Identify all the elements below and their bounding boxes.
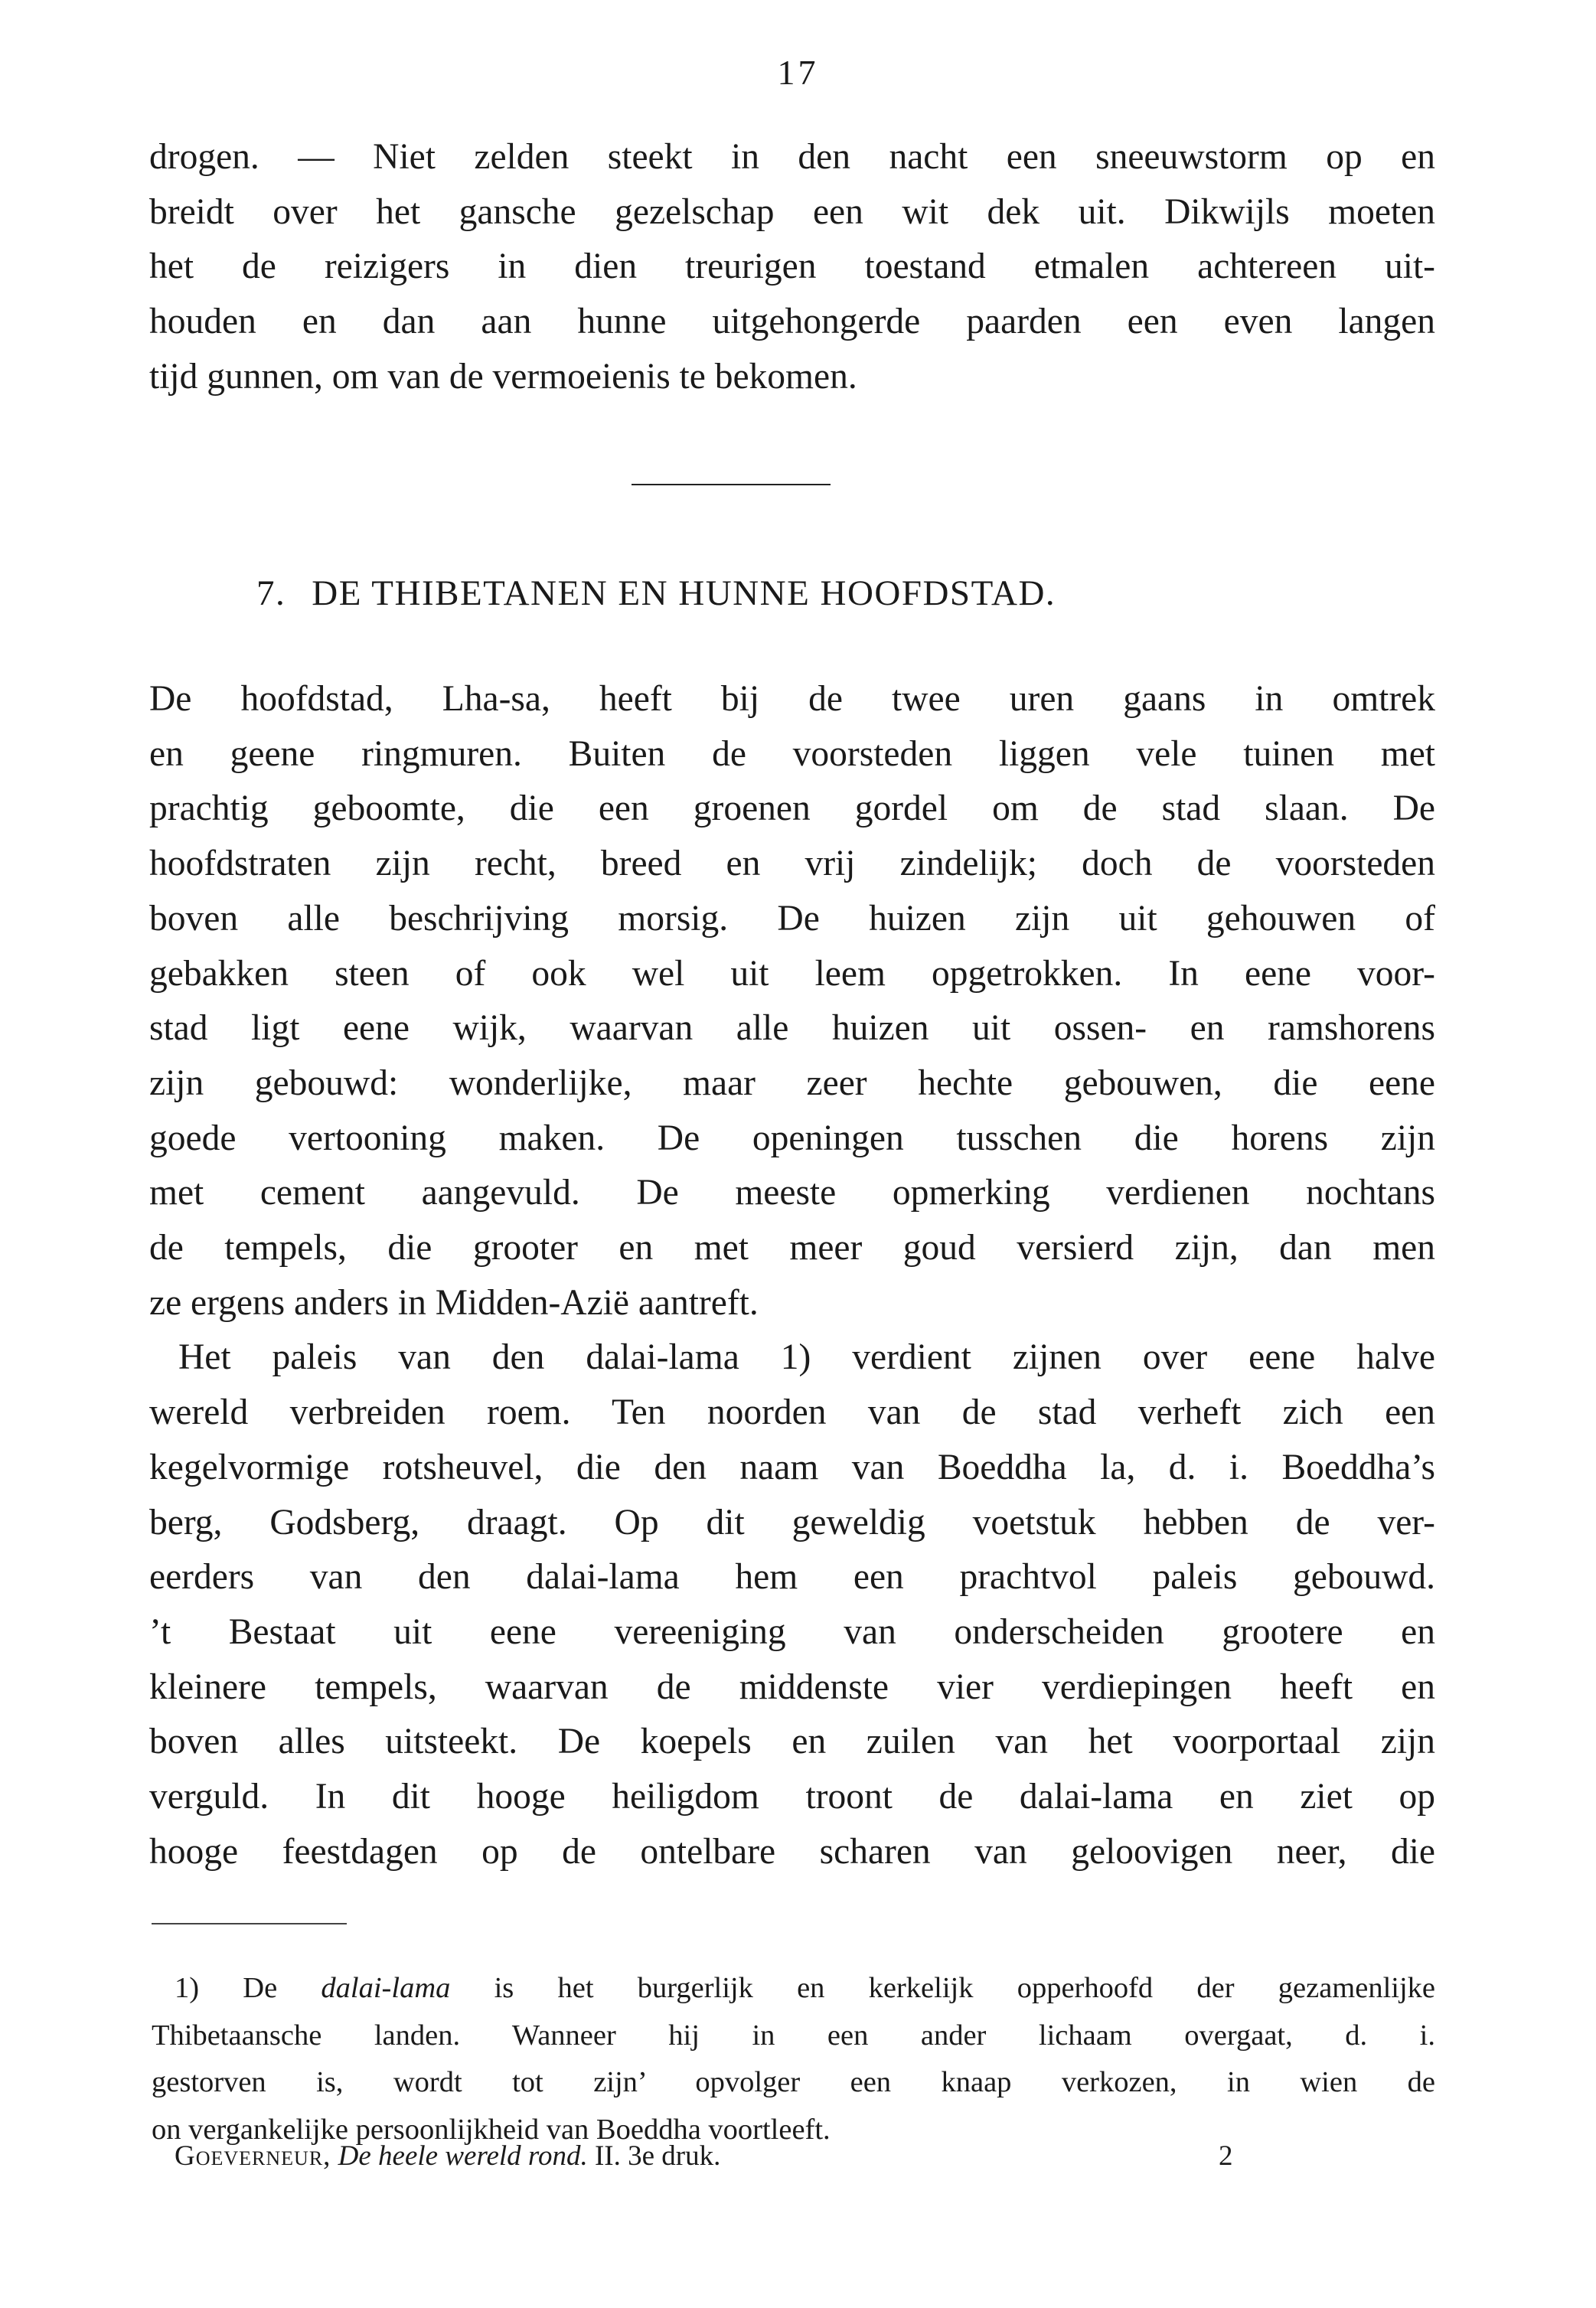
text-line: de tempels, die grooter en met meer goud versierd zijn, dan men [149,1228,1435,1268]
text-line: eerders van den dalai-lama hem een prachtvol paleis gebouwd. [149,1557,1435,1598]
footnote-term: dalai-lama [321,1972,451,2004]
footer-edition: II. 3e druk. [594,2140,721,2172]
footnote-line-rest: is het burgerlijk en kerkelijk opperhoofd der gezamenlijke [494,1972,1435,2004]
text-line: gebakken steen of ook wel uit leem opgetrokken. In eene voor- [149,953,1435,994]
text-line: drogen. — Niet zelden steekt in den nacht een sneeuwstorm op en [149,137,1435,177]
footnote-rule [152,1923,347,1924]
text-line: De hoofdstad, Lha-sa, heeft bij de twee uren gaans in omtrek [149,679,1435,719]
text-line: wereld verbreiden roem. Ten noorden van de stad verheft zich een [149,1392,1435,1433]
text-line: ze ergens anders in Midden-Azië aantreft. [149,1282,759,1323]
page-footer [175,2140,720,2173]
text-line: met cement aangevuld. De meeste opmerking verdienen nochtans [149,1173,1435,1213]
text-line: boven alles uitsteekt. De koepels en zuilen van het voorportaal zijn [149,1722,1435,1762]
signature-mark: 2 [1219,2140,1233,2172]
footnote [152,1965,1435,2153]
section-number: 7. [256,573,286,613]
intro-paragraph [149,130,1435,405]
text-line: zijn gebouwd: wonderlijke, maar zeer hechte gebouwen, die eene [149,1063,1435,1103]
section-divider [632,484,831,485]
text-line: verguld. In dit hooge heiligdom troont de dalai-lama en ziet op [149,1777,1435,1817]
section-title: DE THIBETANEN EN HUNNE HOOFDSTAD. [312,573,1056,613]
text-line: ’t Bestaat uit eene vereeniging van onderscheiden grootere en [149,1611,1435,1652]
text-line: stad ligt eene wijk, waarvan alle huizen uit ossen- en ramshorens [149,1008,1435,1049]
text-line: het de reizigers in dien treurigen toestand etmalen achtereen uit- [149,246,1435,287]
text-line: goede vertooning maken. De openingen tusschen die horens zijn [149,1118,1435,1158]
text-line: tijd gunnen, om van de vermoeienis te bekomen. [149,356,857,397]
footnote-line: Thibetaansche landen. Wanneer hij in een ander lichaam overgaat, d. i. [152,2019,1435,2052]
text-line: kegelvormige rotsheuvel, die den naam van Boeddha la, d. i. Boeddha’s [149,1447,1435,1487]
footnote-line [152,1965,1435,2013]
footnote-marker: 1) De [175,1972,278,2004]
text-line: kleinere tempels, waarvan de middenste vier verdiepingen heeft en [149,1667,1435,1707]
text-line: hoofdstraten zijn recht, breed en vrij zindelijk; doch de voorsteden [149,844,1435,884]
footnote-line: gestorven is, wordt tot zijn’ opvolger een knaap verkozen, in wien de [152,2066,1435,2098]
page-number: 17 [777,53,819,92]
footer-book-title: De heele wereld rond. [338,2140,588,2172]
text-line: breidt over het gansche gezelschap een wit dek uit. Dikwijls moeten [149,191,1435,232]
section-heading [256,573,1056,614]
text-line: Het paleis van den dalai-lama 1) verdient zijnen over eene halve [178,1337,1435,1378]
text-line: berg, Godsberg, draagt. Op dit geweldig voetstuk hebben de ver- [149,1502,1435,1542]
text-line: hooge feestdagen op de ontelbare scharen van geloovigen neer, die [149,1831,1435,1872]
footer-author: Goeverneur, [175,2140,331,2172]
footnote-line: on vergankelijke persoonlijkheid van Boeddha voortleeft. [152,2113,831,2146]
text-line: houden en dan aan hunne uitgehongerde paarden een even langen [149,302,1435,342]
body-text [149,672,1435,1879]
text-line: boven alle beschrijving morsig. De huizen zijn uit gehouwen of [149,898,1435,939]
text-line: prachtig geboomte, die een groenen gordel om de stad slaan. De [149,788,1435,829]
text-line: en geene ringmuren. Buiten de voorsteden liggen vele tuinen met [149,733,1435,774]
